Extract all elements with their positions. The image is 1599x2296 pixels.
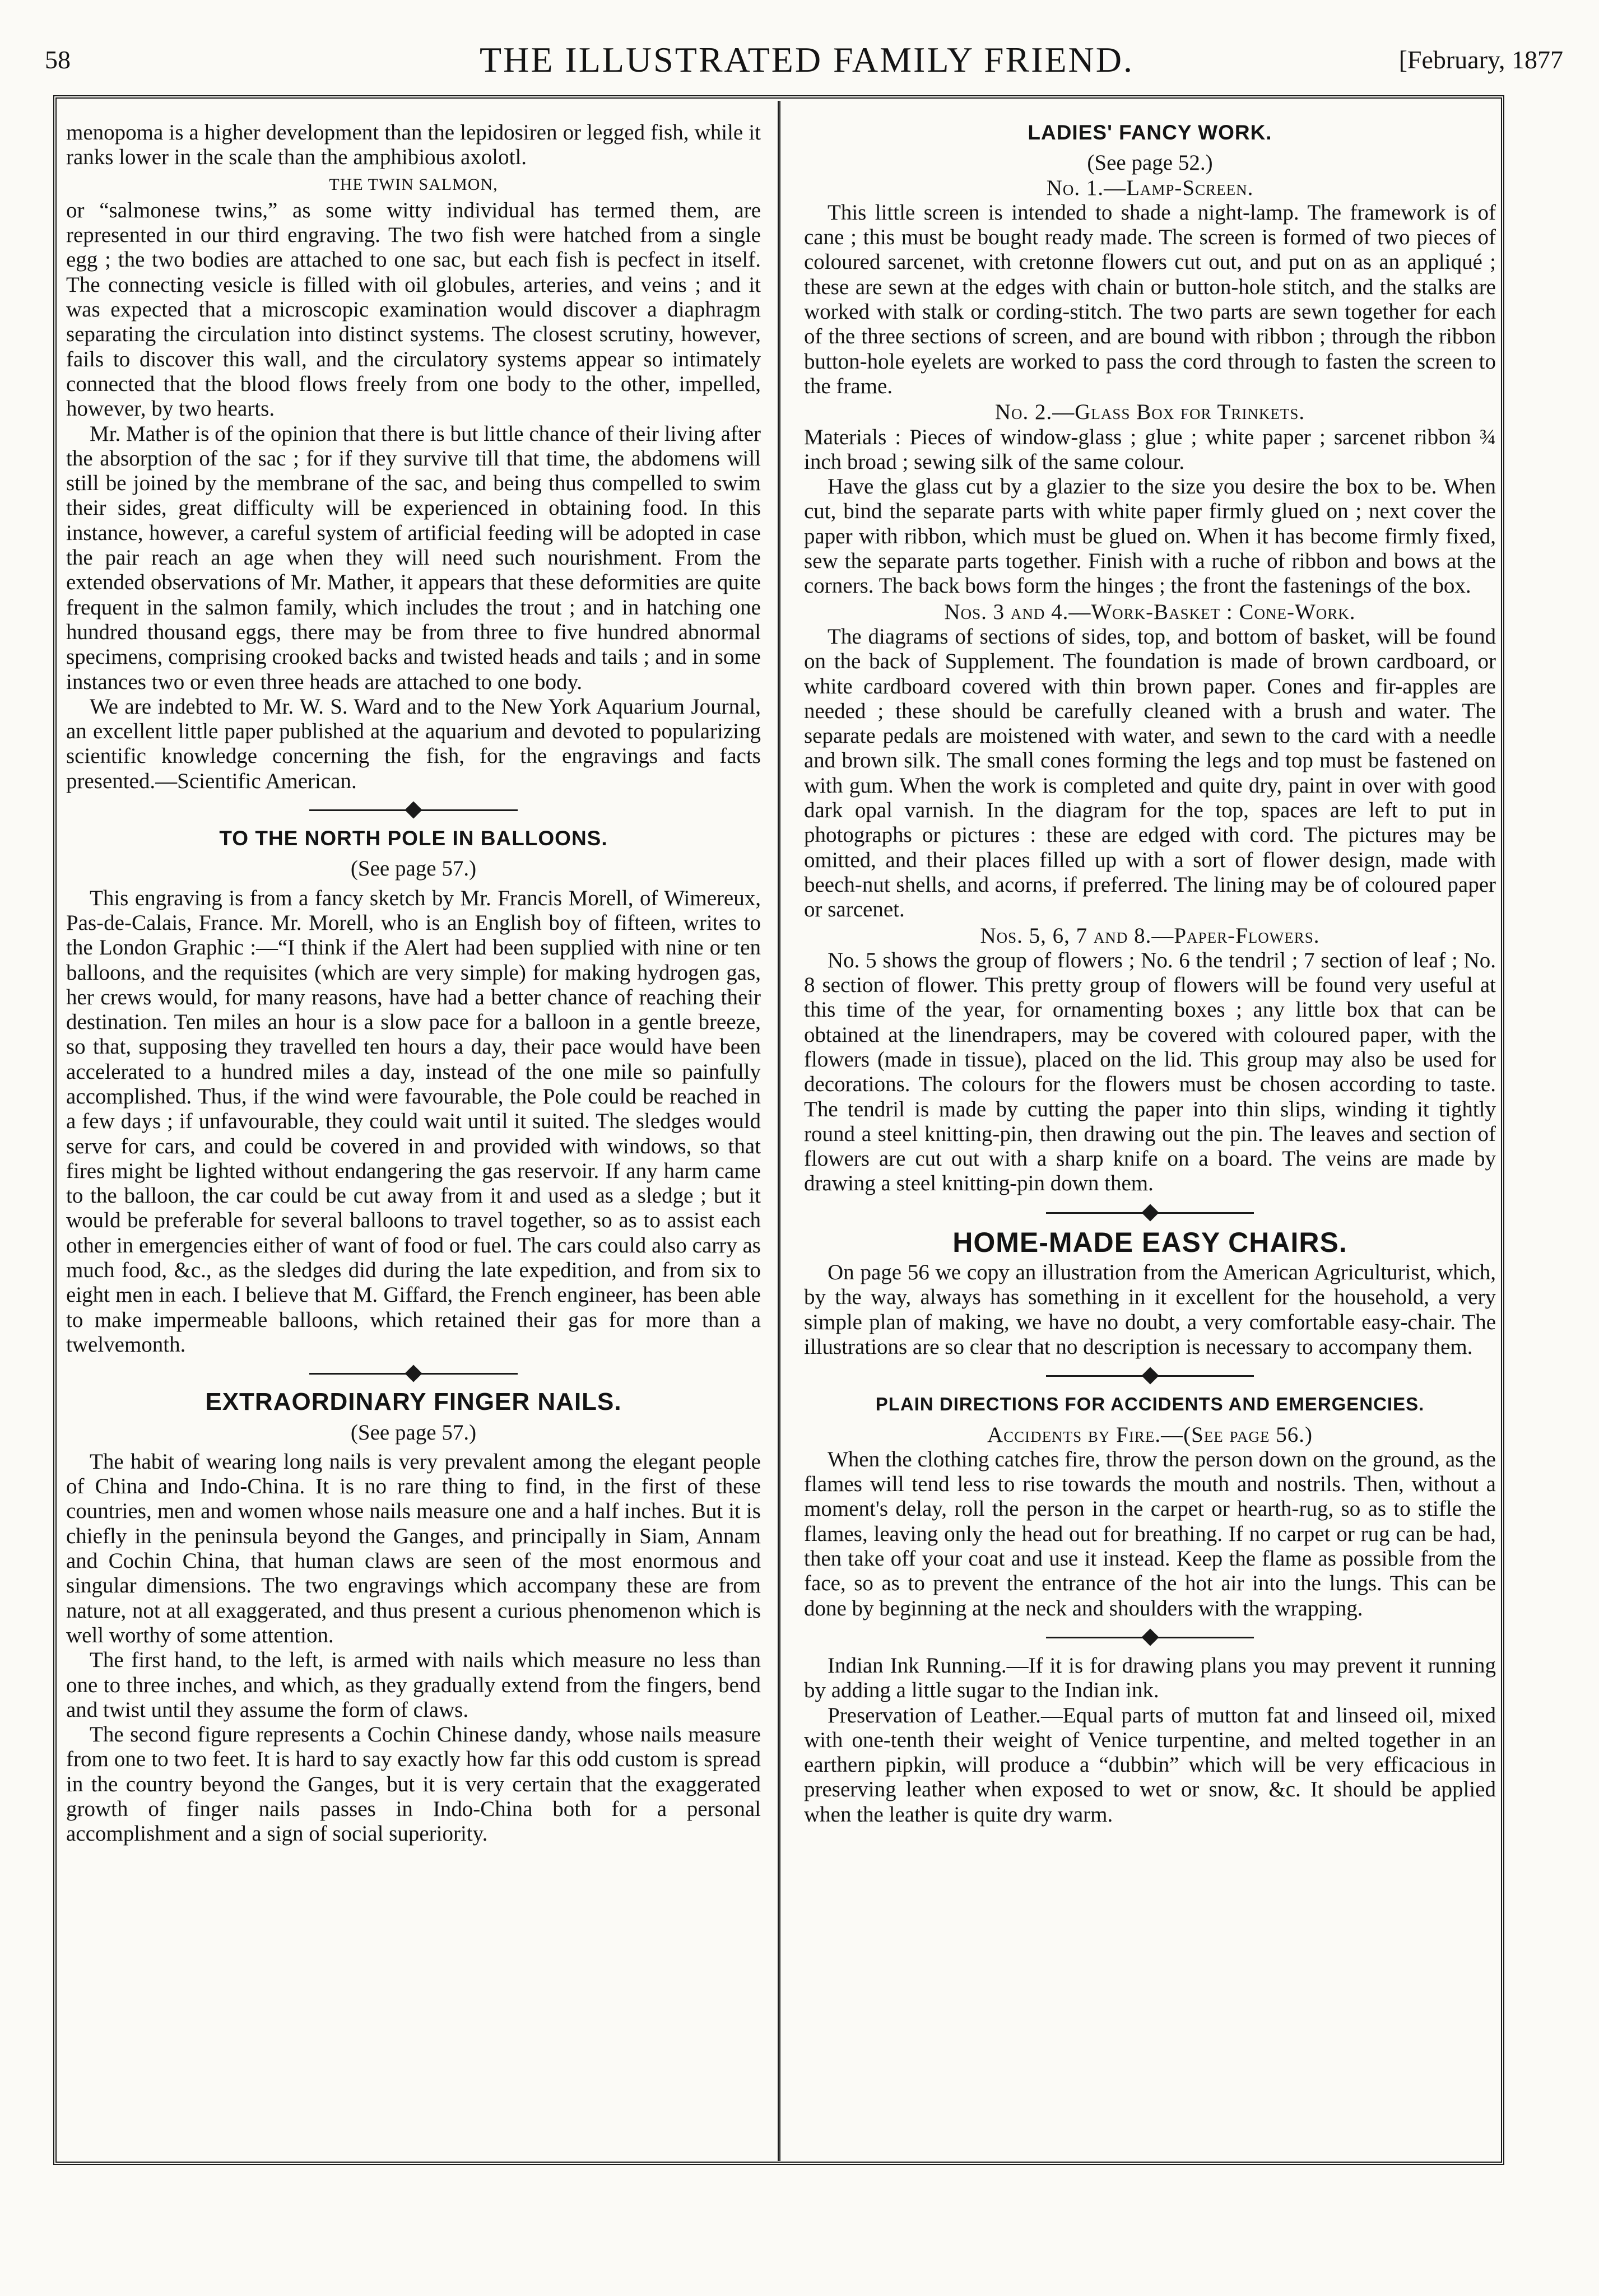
finger-nails-paragraph-3: The second figure represents a Cochin Chinese dandy, whose nails measure from one to two feet. It is hard to say exactly how far this odd custom is spread in the country beyond the Ganges, but it is very certain that the exaggerated growth of finger nails passes in Indo-China both for a personal accomplishment and a sign of social superiority. <box>66 1722 761 1846</box>
section-ornament <box>66 1364 761 1383</box>
lamp-screen-heading: No. 1.—Lamp-Screen. <box>1046 175 1254 200</box>
work-basket-heading: Nos. 3 and 4.—Work-Basket : Cone-Work. <box>944 599 1356 624</box>
finger-nails-paragraph-2: The first hand, to the left, is armed with nails which measure no less than one to three inches, and which, as they gradually extend from the fingers, bend and twist until they assume the form of claws. <box>66 1648 761 1722</box>
fancy-work-heading: LADIES' FANCY WORK. <box>1028 121 1272 144</box>
right-column <box>804 120 1496 1827</box>
leather-paragraph: Preservation of Leather.—Equal parts of mutton fat and linseed oil, mixed with one-tenth their weight of Venice turpentine, and melted together in an earthern pipkin, will produce a “dubbin” which will be very efficacious in preserving leather when exposed to wet or snow, &c. It should be applied when the leather is quite dry warm. <box>804 1703 1496 1827</box>
fancy-work-see-page: (See page 52.) <box>1087 151 1213 175</box>
left-column <box>66 120 761 1847</box>
north-pole-see-page: (See page 57.) <box>350 856 477 881</box>
finger-nails-heading: EXTRAORDINARY FINGER NAILS. <box>205 1388 622 1416</box>
glass-box-paragraph: Have the glass cut by a glazier to the size you desire the box to be. When cut, bind the separate parts with white paper firmly glued on ; next cover the paper with ribbon, which must be glued on. When it has become firmly fixed, sew the separate parts together. Finish with a ruche of ribbon and bows at the corners. The back bows form the hinges ; the front the fastenings of the box. <box>804 474 1496 598</box>
easy-chairs-heading: HOME-MADE EASY CHAIRS. <box>952 1226 1347 1258</box>
issue-date: [February, 1877 <box>1398 45 1563 74</box>
accidents-by-fire-heading: Accidents by Fire.—(See page 56.) <box>987 1422 1313 1447</box>
glass-box-materials: Materials : Pieces of window-glass ; glue ; white paper ; sarcenet ribbon ¾ inch broad ; sewing silk of the same colour. <box>804 425 1496 474</box>
indian-ink-paragraph: Indian Ink Running.—If it is for drawing plans you may prevent it running by adding a little sugar to the Indian ink. <box>804 1653 1496 1703</box>
north-pole-heading: TO THE NORTH POLE IN BALLOONS. <box>219 827 608 850</box>
finger-nails-see-page: (See page 57.) <box>350 1420 477 1445</box>
twin-salmon-heading: THE TWIN SALMON, <box>329 175 498 194</box>
publication-title: THE ILLUSTRATED FAMILY FRIEND. <box>480 40 1134 80</box>
section-ornament <box>804 1628 1496 1647</box>
twin-salmon-paragraph-1: or “salmonese twins,” as some witty individual has termed them, are represented in our third engraving. The two fish were hatched from a single egg ; the two bodies are attached to one sac, but each fish is pecfect in itself. The connecting vesicle is filled with oil globules, arteries, and veins ; and it was expected that a microscopic examination would discover a diaphragm separating the circulation into distinct systems. The closest scrutiny, however, fails to discover this wall, and the circulatory systems appear so intimately connected that the blood flows freely from one body to the other, impelled, however, by two hearts. <box>66 198 761 421</box>
lamp-screen-paragraph: This little screen is intended to shade a night-lamp. The framework is of cane ; this must be bought ready made. The screen is formed of two pieces of coloured sarcenet, with cretonne flowers cut out, and put on as an appliqué ; these are sewn at the edges with chain or button-hole stitch, and the stalks are worked with stalk or cording-stitch. The two parts are sewn together for each of the three sections of screen, and are bound with ribbon ; through the ribbon button-hole eyelets are worked to pass the cord through to fasten the screen to the frame. <box>804 200 1496 398</box>
north-pole-paragraph: This engraving is from a fancy sketch by Mr. Francis Morell, of Wimereux, Pas-de-Calais, France. Mr. Morell, who is an English boy of fifteen, writes to the London Graphic :—“I think if the Alert had been supplied with nine or ten balloons, and the requisites (which are very simple) for making hydrogen gas, her crews would, for many reasons, have had a better chance of reaching their destination. Ten miles an hour is a slow pace for a balloon in a gentle breeze, so that, supposing they travelled ten hours a day, their pace would have been accelerated to a hundred miles a day, instead of the one mile so painfully accomplished. Thus, if the wind were favourable, the Pole could be reached in a few days ; if unfavourable, they could wait until it suited. The sledges would serve for cars, and could be covered in and provided with windows, so that fires might be lighted without endangering the gas reservoir. If any harm came to the balloon, the car could be cut away from it and used as a sledge ; but it would be preferable for several balloons to travel together, so as to assist each other in emergencies either of want of food or fuel. The cars could also carry as much food, &c., as the sledges did during the late expedition, and from six to eight men in each. I believe that M. Giffard, the French engineer, has been able to make impermeable balloons, which retained their gas for more than a twelvemonth. <box>66 886 761 1357</box>
work-basket-paragraph: The diagrams of sections of sides, top, and bottom of basket, will be found on the back of Supplement. The foundation is made of brown cardboard, or white cardboard covered with thin brown paper. Cones and fir-apples are needed ; these should be carefully cleaned with a brush and water. The separate pedals are moistened with water, and sewn to the card with a needle and brown silk. The small cones forming the legs and top must be fastened on with gum. When the work is completed and quite dry, paint in over with good dark opal varnish. In the diagram for the top, spaces are left to put in photographs or pictures : these are edged with cord. The pictures may be omitted, and their places filled up with a sort of flower design, made with beech-nut shells, and acorns, if preferred. The lining may be of coloured paper or sarcenet. <box>804 624 1496 922</box>
twin-salmon-paragraph-3: We are indebted to Mr. W. S. Ward and to the New York Aquarium Journal, an excellent little paper published at the aquarium and devoted to popularizing scientific knowledge concerning the fish, for the engravings and facts presented.—Scientific American. <box>66 694 761 793</box>
accidents-by-fire-paragraph: When the clothing catches fire, throw the person down on the ground, as the flames will tend less to rise towards the mouth and nostrils. Then, without a moment's delay, roll the person in the carpet or hearth-rug, so as to stifle the flames, leaving only the head out for breathing. If no carpet or rug can be had, then take off your coat and use it instead. Keep the flame as possible from the face, so as to prevent the entrance of the hot air into the lungs. This can be done by beginning at the neck and shoulders with the wrapping. <box>804 1447 1496 1620</box>
section-ornament <box>66 800 761 819</box>
running-head <box>34 35 1580 88</box>
paper-flowers-paragraph: No. 5 shows the group of flowers ; No. 6 the tendril ; 7 section of leaf ; No. 8 section of flower. This pretty group of flowers will be found very useful at this time of the year, for ornamenting boxes ; any little box that can be obtained at the linendrapers, may be covered with coloured paper, with the flowers (made in tissue), placed on the lid. This group may also be used for decorations. The colours for the flowers must be chosen according to taste. The tendril is made by cutting the paper into thin slips, winding it tightly round a steel knitting-pin, then drawing out the pin. The leaves and section of flowers are cut out with a sharp knife on a board. The veins are made by drawing a steel knitting-pin down them. <box>804 948 1496 1196</box>
section-ornament <box>804 1366 1496 1385</box>
intro-paragraph: menopoma is a higher development than the lepidosiren or legged fish, while it ranks lower in the scale than the amphibious axolotl. <box>66 120 761 170</box>
finger-nails-paragraph-1: The habit of wearing long nails is very prevalent among the elegant people of China and Indo-China. It is no rare thing to find, in the first of these countries, men and women whose nails measure one and a half inches. But it is chiefly in the peninsula beyond the Ganges, and principally in Siam, Annam and Cochin China, that human claws are seen of the most enormous and singular dimensions. The two engravings which accompany these are from nature, not at all exaggerated, and thus present a curious phenomenon which is well worthy of some attention. <box>66 1449 761 1647</box>
section-ornament <box>804 1203 1496 1222</box>
page-number: 58 <box>45 45 71 74</box>
twin-salmon-paragraph-2: Mr. Mather is of the opinion that there is but little chance of their living after the absorption of the sac ; for if they survive till that time, the abdomens will still be joined by the membrane of the sac, and being thus compelled to swim their sides, great difficulty will be experienced in obtaining food. In this instance, however, a careful system of artificial feeding will be adopted in case the pair reach an age when they will need such nourishment. From the extended observations of Mr. Mather, it appears that these deformities are quite frequent in the salmon family, which includes the trout ; and in hatching one hundred thousand eggs, there may be from three to five hundred abnormal specimens, comprising crooked backs and twisted heads and tails ; and in some instances two or even three heads are attached to one body. <box>66 421 761 694</box>
column-rule <box>778 101 780 2161</box>
glass-box-heading: No. 2.—Glass Box for Trinkets. <box>994 400 1305 425</box>
plain-directions-heading: PLAIN DIRECTIONS FOR ACCIDENTS AND EMERGENCIES. <box>875 1394 1425 1415</box>
easy-chairs-paragraph: On page 56 we copy an illustration from the American Agriculturist, which, by the way, always has something in it excellent for the household, a very simple plan of making, we have no doubt, a very comfortable easy-chair. The illustrations are so clear that no description is necessary to accompany them. <box>804 1260 1496 1359</box>
paper-flowers-heading: Nos. 5, 6, 7 and 8.—Paper-Flowers. <box>980 923 1320 948</box>
